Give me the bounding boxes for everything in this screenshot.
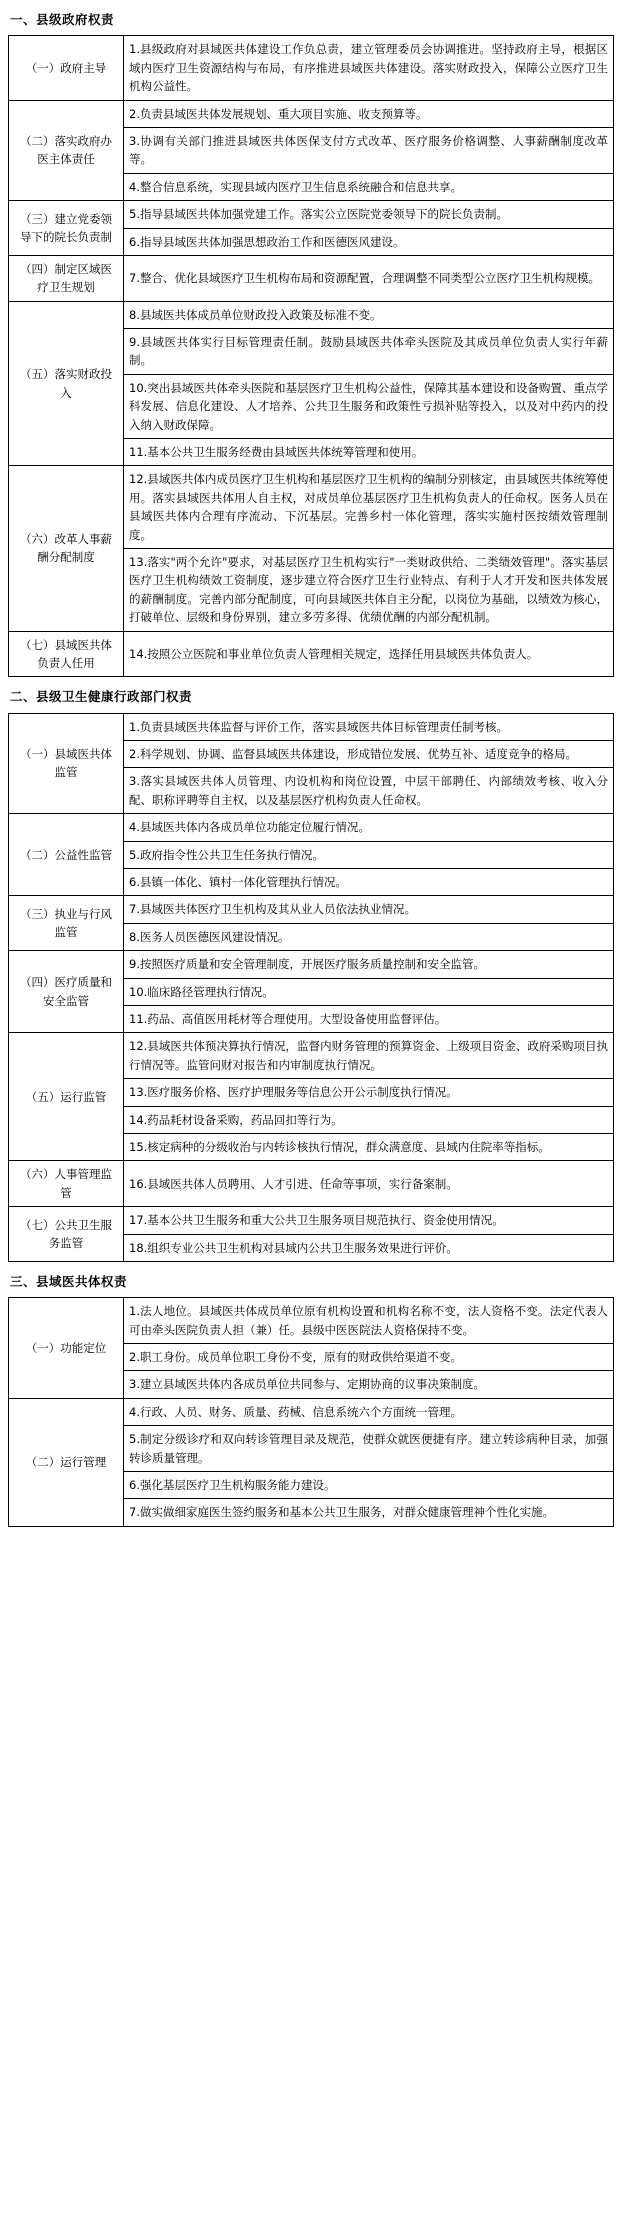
category-label: （五）运行监管 bbox=[25, 1089, 107, 1104]
category-cell bbox=[9, 1398, 124, 1526]
table-row bbox=[9, 301, 614, 328]
responsibility-item: 13.医疗服务价格、医疗护理服务等信息公开公示制度执行情况。 bbox=[124, 1079, 614, 1106]
responsibility-item: 12.县域医共体内成员医疗卫生机构和基层医疗卫生机构的编制分别核定，由县域医共体统筹使用。落实县域医共体用人自主权，对成员单位基层医疗卫生机构负责人的任命权。医务人员在县域医共体内合理有序流动、下沉基层。完善乡村一体化管理，落实实施村医按绩效管理制度。 bbox=[124, 466, 614, 549]
responsibility-item: 1.负责县域医共体监督与评价工作，落实县域医共体目标管理责任制考核。 bbox=[124, 713, 614, 740]
table-row bbox=[9, 36, 614, 100]
table-row bbox=[9, 814, 614, 841]
responsibility-item: 9.县域医共体实行目标管理责任制。鼓励县域医共体牵头医院及其成员单位负责人实行年薪制。 bbox=[124, 329, 614, 375]
category-cell bbox=[9, 1298, 124, 1399]
responsibility-item: 11.基本公共卫生服务经费由县域医共体统筹管理和使用。 bbox=[124, 439, 614, 466]
responsibility-item: 11.药品、高值医用耗材等合理使用。大型设备使用监督评估。 bbox=[124, 1005, 614, 1032]
section-heading: 三、县域医共体权责 bbox=[10, 1273, 128, 1289]
responsibility-item: 6.指导县域医共体加强思想政治工作和医德医风建设。 bbox=[124, 228, 614, 255]
section-heading: 一、县级政府权责 bbox=[10, 12, 115, 27]
table-row bbox=[9, 1033, 614, 1079]
responsibility-table bbox=[8, 713, 614, 1262]
responsibility-item: 3.落实县域医共体人员管理、内设机构和岗位设置，中层干部聘任、内部绩效考核、收入分配、职称评聘等自主权，以及基层医疗机构负责人任命权。 bbox=[124, 768, 614, 814]
responsibility-item: 7.做实做细家庭医生签约服务和基本公共卫生服务，对群众健康管理神个性化实施。 bbox=[124, 1499, 614, 1526]
category-label: （三）建立党委领导下的院长负责制 bbox=[20, 211, 112, 244]
section-heading: 二、县级卫生健康行政部门权责 bbox=[10, 689, 193, 705]
responsibility-item: 6.县镇一体化、镇村一体化管理执行情况。 bbox=[124, 869, 614, 896]
responsibility-item: 10.临床路径管理执行情况。 bbox=[124, 978, 614, 1005]
responsibility-item: 16.县域医共体人员聘用、人才引进、任命等事项，实行备案制。 bbox=[124, 1161, 614, 1207]
responsibility-item: 7.县域医共体医疗卫生机构及其从业人员依法执业情况。 bbox=[124, 896, 614, 923]
category-cell bbox=[9, 255, 124, 301]
category-label: （六）改革人事薪酬分配制度 bbox=[20, 532, 112, 565]
category-cell bbox=[9, 100, 124, 201]
responsibility-item: 15.核定病种的分级收治与内转诊核执行情况，群众满意度、县域内住院率等指标。 bbox=[124, 1133, 614, 1160]
responsibility-item: 5.指导县域医共体加强党建工作。落实公立医院党委领导下的院长负责制。 bbox=[124, 201, 614, 228]
responsibility-item: 17.基本公共卫生服务和重大公共卫生服务项目规范执行、资金使用情况。 bbox=[124, 1207, 614, 1234]
responsibility-item: 2.科学规划、协调、监督县域医共体建设，形成错位发展、优势互补、适度竞争的格局。 bbox=[124, 741, 614, 768]
table-row bbox=[9, 713, 614, 740]
table-row bbox=[9, 1398, 614, 1425]
category-label: （四）制定区域医疗卫生规划 bbox=[20, 261, 112, 295]
responsibility-item: 4.县域医共体内各成员单位功能定位履行情况。 bbox=[124, 814, 614, 841]
responsibility-item: 8.县域医共体成员单位财政投入政策及标准不变。 bbox=[124, 301, 614, 328]
responsibility-item: 4.行政、人员、财务、质量、药械、信息系统六个方面统一管理。 bbox=[124, 1398, 614, 1425]
table-row bbox=[9, 255, 614, 301]
category-label: （一）功能定位 bbox=[25, 1340, 107, 1355]
responsibility-item: 3.协调有关部门推进县域医共体医保支付方式改革、医疗服务价格调整、人事薪酬制度改革等。 bbox=[124, 127, 614, 173]
responsibility-item: 2.职工身份。成员单位职工身份不变，原有的财政供给渠道不变。 bbox=[124, 1344, 614, 1371]
responsibility-item: 18.组织专业公共卫生机构对县域内公共卫生服务效果进行评价。 bbox=[124, 1234, 614, 1261]
category-label: （一）政府主导 bbox=[25, 60, 107, 75]
responsibility-item: 4.整合信息系统，实现县域内医疗卫生信息系统融合和信息共享。 bbox=[124, 173, 614, 200]
table-row bbox=[9, 951, 614, 978]
responsibility-item: 13.落实"两个允许"要求，对基层医疗卫生机构实行"一类财政供给、二类绩效管理"。落实基层医疗卫生机构绩效工资制度，逐步建立符合医疗卫生行业特点、有利于人才开发和医共体发展的薪酬制度。完善内部分配制度，可向县域医共体自主分配，以岗位为基础，以绩效为核心，打破单位、层级和身份界别，建立多劳多得、优绩优酬的内部分配机制。 bbox=[124, 548, 614, 631]
responsibility-item: 10.突出县域医共体牵头医院和基层医疗卫生机构公益性，保障其基本建设和设备购置、重点学科发展、信息化建设、人才培养、公共卫生服务和政策性亏损补贴等投入，以及对中药内的投入纳入财政保障。 bbox=[124, 374, 614, 438]
document-content bbox=[8, 10, 614, 1527]
category-label: （二）公益性监管 bbox=[20, 847, 112, 862]
responsibility-table bbox=[8, 1297, 614, 1527]
table-row bbox=[9, 1298, 614, 1344]
category-cell bbox=[9, 1207, 124, 1262]
category-cell bbox=[9, 814, 124, 896]
responsibility-item: 6.强化基层医疗卫生机构服务能力建设。 bbox=[124, 1472, 614, 1499]
responsibility-item: 9.按照医疗质量和安全管理制度，开展医疗服务质量控制和安全监管。 bbox=[124, 951, 614, 978]
responsibility-item: 3.建立县域医共体内各成员单位共同参与、定期协商的议事决策制度。 bbox=[124, 1371, 614, 1398]
category-label: （一）县域医共体监管 bbox=[20, 747, 112, 780]
responsibility-item: 1.县级政府对县域医共体建设工作负总责，建立管理委员会协调推进。坚持政府主导，根据区域内医疗卫生资源结构与布局，有序推进县域医共体建设。落实财政投入，保障公立医疗卫生机构公益性。 bbox=[124, 36, 614, 100]
responsibility-item: 12.县域医共体预决算执行情况，监督内财务管理的预算资金、上级项目资金、政府采购项目执行情况等。监管问财对报告和内审制度执行情况。 bbox=[124, 1033, 614, 1079]
responsibility-item: 1.法人地位。县域医共体成员单位原有机构设置和机构名称不变，法人资格不变。法定代表人可由牵头医院负责人担（兼）任。县级中医医院法人资格保持不变。 bbox=[124, 1298, 614, 1344]
category-cell bbox=[9, 951, 124, 1033]
table-row bbox=[9, 1161, 614, 1207]
category-label: （七）公共卫生服务监管 bbox=[20, 1217, 112, 1250]
category-label: （二）运行管理 bbox=[25, 1455, 107, 1470]
category-cell bbox=[9, 713, 124, 814]
category-cell bbox=[9, 201, 124, 256]
category-cell bbox=[9, 896, 124, 951]
category-cell bbox=[9, 301, 124, 466]
responsibility-item: 8.医务人员医德医风建设情况。 bbox=[124, 923, 614, 950]
category-label: （四）医疗质量和安全监管 bbox=[20, 975, 112, 1008]
table-row bbox=[9, 100, 614, 127]
responsibility-item: 7.整合、优化县域医疗卫生机构布局和资源配置，合理调整不同类型公立医疗卫生机构规模。 bbox=[124, 255, 614, 301]
table-row bbox=[9, 201, 614, 228]
category-cell bbox=[9, 631, 124, 677]
category-label: （六）人事管理监管 bbox=[20, 1167, 112, 1200]
table-row bbox=[9, 631, 614, 677]
responsibility-item: 5.政府指令性公共卫生任务执行情况。 bbox=[124, 841, 614, 868]
category-label: （七）县域医共体负责人任用 bbox=[20, 637, 112, 670]
responsibility-item: 14.按照公立医院和事业单位负责人管理相关规定，选择任用县域医共体负责人。 bbox=[124, 631, 614, 677]
responsibility-item: 2.负责县域医共体发展规划、重大项目实施、收支预算等。 bbox=[124, 100, 614, 127]
category-cell bbox=[9, 36, 124, 100]
responsibility-item: 5.制定分级诊疗和双向转诊管理目录及规范，使群众就医便捷有序。建立转诊病种目录，加强转诊质量管理。 bbox=[124, 1426, 614, 1472]
table-row bbox=[9, 896, 614, 923]
category-cell bbox=[9, 1161, 124, 1207]
category-cell bbox=[9, 466, 124, 631]
category-label: （二）落实政府办医主体责任 bbox=[20, 133, 112, 167]
category-label: （五）落实财政投入 bbox=[20, 367, 112, 400]
category-cell bbox=[9, 1033, 124, 1161]
table-row bbox=[9, 466, 614, 549]
responsibility-item: 14.药品耗材设备采购，药品回扣等行为。 bbox=[124, 1106, 614, 1133]
category-label: （三）执业与行风监管 bbox=[20, 906, 112, 940]
table-row bbox=[9, 1207, 614, 1234]
responsibility-table bbox=[8, 35, 614, 677]
